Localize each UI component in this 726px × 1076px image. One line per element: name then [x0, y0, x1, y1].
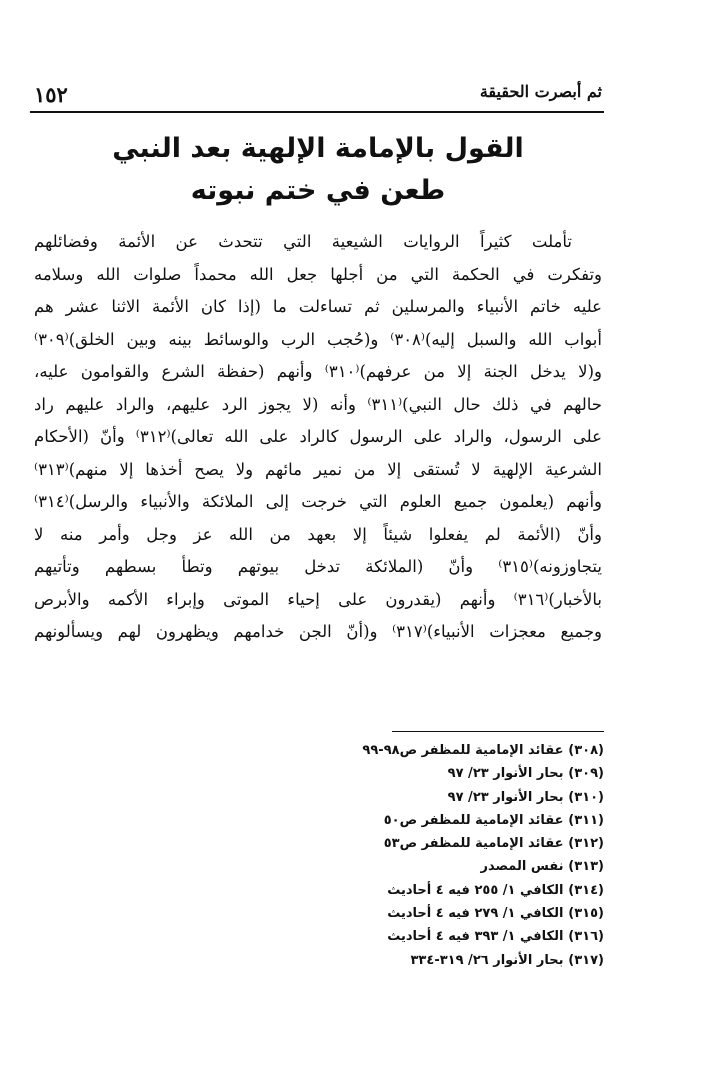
footnote-number: (٣٠٨) [568, 743, 604, 758]
footnote-number: (٣١١) [568, 812, 604, 828]
footnote-number: (٣١٣) [568, 859, 604, 875]
footnote [230, 832, 604, 855]
chapter-title [34, 128, 602, 212]
footnote-number: (٣١٧) [568, 952, 604, 968]
body-line: و(لا يدخل الجنة إلا من عرفهم)⁽٣١٠⁾ وأنهم (حفظة الشرع والقوامون عليه، [34, 362, 602, 381]
footnote-text: عقائد الإمامية للمظفر ص٥٠ [383, 812, 564, 828]
body-line: وأنّ (الأئمة لم يفعلوا شيئاً إلا بعهد من الله عز وجل وأمر منه لا [34, 524, 602, 544]
body-line: عليه خاتم الأنبياء والمرسلين ثم تساءلت ما (إذا كان الأئمة الاثنا عشر هم [34, 297, 602, 316]
chapter-title-line-1: القول بالإمامة الإلهية بعد النبي [112, 133, 524, 164]
footnote [230, 855, 604, 878]
footnote-text: بحار الأنوار ٢٦/ ٣١٩-٣٣٤ [410, 952, 564, 968]
header-rule [30, 111, 604, 113]
body-line: حالهم في ذلك حال النبي)⁽٣١١⁾ وأنه (لا يجوز الرد عليهم، والراد عليهم راد [34, 394, 602, 414]
footnote-number: (٣١٥) [568, 906, 604, 922]
footnote-text: بحار الأنوار ٢٣/ ٩٧ [447, 789, 564, 805]
footnote-number: (٣٠٩) [568, 766, 604, 782]
body-line: بالأخبار)⁽٣١٦⁾ وأنهم (يقدرون على إحياء الموتى وإبراء الأكمه والأبرص [34, 589, 602, 609]
page-number: ١٥٢ [34, 82, 68, 107]
footnote-text: بحار الأنوار ٢٣/ ٩٧ [447, 766, 564, 782]
body-line: وأنهم (يعلمون جميع العلوم التي خرجت إلى الملائكة والأنبياء والرسل)⁽٣١٤⁾ [34, 492, 602, 511]
footnote-text: الكافي ١/ ٣٩٣ فيه ٤ أحاديث [387, 929, 564, 945]
footnote-number: (٣١٢) [568, 836, 604, 852]
footnote-separator [392, 731, 604, 732]
footnote [230, 902, 604, 925]
footnote [230, 809, 604, 832]
body-line: أبواب الله والسبل إليه)⁽٣٠٨⁾ و(حُجب الرب والوسائط بينه وبين الخلق)⁽٣٠٩⁾ [34, 329, 602, 349]
footnote [230, 925, 604, 948]
footnote-text: نفس المصدر [480, 859, 564, 875]
footnote [230, 949, 604, 972]
body-line: وجميع معجزات الأنبياء)⁽٣١٧⁾ و(أنّ الجن خدامهم ويظهرون لهم ويسألونهم [34, 622, 602, 641]
footnote-text: عقائد الإمامية للمظفر ص٥٣ [383, 836, 564, 852]
footnote [230, 762, 604, 785]
footnote-text: الكافي ١/ ٢٥٥ فيه ٤ أحاديث [387, 882, 564, 898]
footnote-text: عقائد الإمامية للمظفر ص٩٨-٩٩ [362, 743, 564, 758]
footnote-text: الكافي ١/ ٢٧٩ فيه ٤ أحاديث [387, 906, 564, 922]
body-line: يتجاوزونه)⁽٣١٥⁾ وأنّ (الملائكة تدخل بيوتهم وتطأ بسطهم وتأتيهم [34, 557, 602, 576]
page-header [34, 82, 602, 110]
body-line: وتفكرت في الحكمة التي من أجلها جعل الله محمداً صلوات الله وسلامه [34, 264, 602, 284]
footnotes [230, 739, 604, 972]
body-line: على الرسول، والراد على الرسول كالراد على الله تعالى)⁽٣١٢⁾ وأنّ (الأحكام [34, 427, 602, 446]
body-line: تأملت كثيراً الروايات الشيعية التي تتحدث عن الأئمة وفضائلهم [34, 232, 572, 251]
chapter-title-line-2: طعن في ختم نبوته [190, 175, 446, 206]
footnote-number: (٣١٤) [568, 882, 604, 898]
body-line: الشرعية الإلهية لا تُستقى إلا من نمير مائهم ولا يصح أخذها إلا منهم)⁽٣١٣⁾ [34, 459, 602, 479]
footnote-number: (٣١٠) [568, 789, 604, 805]
footnote [230, 786, 604, 809]
footnote [230, 739, 604, 762]
footnote [230, 879, 604, 902]
running-title: ثم أبصرت الحقيقة [479, 82, 602, 101]
body-text [34, 226, 602, 649]
footnote-number: (٣١٦) [568, 929, 604, 945]
